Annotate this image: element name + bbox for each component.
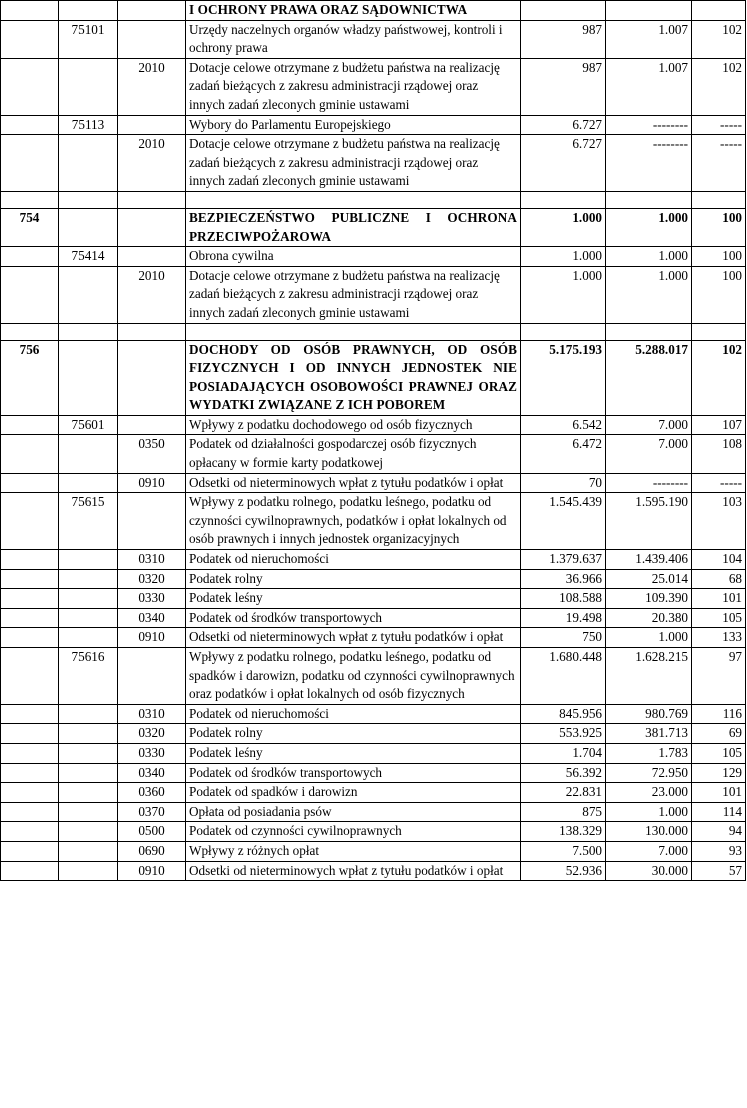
cell-description: Dotacje celowe otrzymane z budżetu państwa na realizację zadań bieżących z zakresu administracji rządowej oraz innych zadań zleconych gminie ustawami [186, 135, 521, 192]
cell-paragraf [118, 247, 186, 267]
cell-dzial [1, 493, 59, 550]
table-row [1, 841, 746, 861]
cell-amount-1: 987 [521, 20, 606, 58]
cell-dzial [1, 648, 59, 705]
cell-description: Odsetki od nieterminowych wpłat z tytułu podatków i opłat [186, 628, 521, 648]
cell-paragraf: 0330 [118, 589, 186, 609]
cell-rozdzial [59, 783, 118, 803]
table-row [1, 802, 746, 822]
cell-paragraf [118, 208, 186, 246]
cell-rozdzial [59, 435, 118, 473]
cell-description: Podatek od środków transportowych [186, 763, 521, 783]
cell-percent: 116 [692, 704, 746, 724]
cell-rozdzial: 75615 [59, 493, 118, 550]
cell-amount-2: 1.000 [606, 208, 692, 246]
cell-amount-1: 1.000 [521, 247, 606, 267]
cell-amount-2: 980.769 [606, 704, 692, 724]
cell-dzial [1, 841, 59, 861]
cell-paragraf: 2010 [118, 58, 186, 115]
cell-dzial [1, 783, 59, 803]
cell-dzial [1, 115, 59, 135]
cell-dzial [1, 822, 59, 842]
cell-amount-1: 7.500 [521, 841, 606, 861]
cell-rozdzial [59, 208, 118, 246]
cell-paragraf [118, 415, 186, 435]
cell-percent: ----- [692, 135, 746, 192]
cell-amount-2: 23.000 [606, 783, 692, 803]
cell-percent: 107 [692, 415, 746, 435]
table-body [1, 1, 746, 881]
cell-amount-1: 1.000 [521, 208, 606, 246]
cell-dzial [1, 415, 59, 435]
cell-rozdzial [59, 569, 118, 589]
cell-dzial: 756 [1, 340, 59, 415]
cell-amount-2 [606, 1, 692, 21]
cell-dzial [1, 191, 59, 208]
cell-amount-1: 138.329 [521, 822, 606, 842]
cell-percent: 68 [692, 569, 746, 589]
cell-percent: 102 [692, 340, 746, 415]
cell-paragraf [118, 1, 186, 21]
table-row [1, 783, 746, 803]
cell-rozdzial [59, 628, 118, 648]
cell-dzial [1, 1, 59, 21]
cell-rozdzial [59, 191, 118, 208]
cell-amount-1: 22.831 [521, 783, 606, 803]
cell-amount-2: 1.000 [606, 802, 692, 822]
cell-rozdzial [59, 550, 118, 570]
cell-dzial [1, 763, 59, 783]
cell-amount-1: 52.936 [521, 861, 606, 881]
cell-description: Podatek leśny [186, 589, 521, 609]
table-row [1, 266, 746, 323]
cell-amount-1: 553.925 [521, 724, 606, 744]
table-row [1, 473, 746, 493]
cell-amount-2: 7.000 [606, 435, 692, 473]
cell-percent: 100 [692, 266, 746, 323]
cell-paragraf: 0910 [118, 628, 186, 648]
cell-rozdzial [59, 704, 118, 724]
cell-percent: 100 [692, 247, 746, 267]
cell-paragraf: 0330 [118, 743, 186, 763]
cell-dzial [1, 569, 59, 589]
cell-percent: 105 [692, 743, 746, 763]
cell-percent [692, 191, 746, 208]
cell-paragraf [118, 191, 186, 208]
table-row [1, 550, 746, 570]
cell-rozdzial [59, 135, 118, 192]
cell-paragraf: 0310 [118, 550, 186, 570]
cell-description: Podatek od nieruchomości [186, 550, 521, 570]
cell-amount-1: 108.588 [521, 589, 606, 609]
cell-description: Podatek rolny [186, 724, 521, 744]
cell-paragraf [118, 340, 186, 415]
cell-amount-2: -------- [606, 135, 692, 192]
cell-description: Wybory do Parlamentu Europejskiego [186, 115, 521, 135]
cell-amount-2: 1.000 [606, 628, 692, 648]
cell-rozdzial [59, 608, 118, 628]
cell-rozdzial [59, 340, 118, 415]
cell-description: I OCHRONY PRAWA ORAZ SĄDOWNICTWA [186, 1, 521, 21]
cell-dzial [1, 473, 59, 493]
cell-description: Podatek od spadków i darowizn [186, 783, 521, 803]
cell-percent: ----- [692, 473, 746, 493]
cell-dzial [1, 20, 59, 58]
cell-percent: ----- [692, 115, 746, 135]
cell-description: Odsetki od nieterminowych wpłat z tytułu podatków i opłat [186, 473, 521, 493]
cell-dzial [1, 861, 59, 881]
cell-rozdzial [59, 861, 118, 881]
cell-amount-1 [521, 323, 606, 340]
cell-amount-1: 5.175.193 [521, 340, 606, 415]
cell-rozdzial [59, 822, 118, 842]
table-row [1, 115, 746, 135]
cell-paragraf: 0360 [118, 783, 186, 803]
table-row [1, 493, 746, 550]
cell-amount-1: 750 [521, 628, 606, 648]
cell-percent: 93 [692, 841, 746, 861]
cell-amount-1: 1.545.439 [521, 493, 606, 550]
cell-percent: 69 [692, 724, 746, 744]
table-row [1, 58, 746, 115]
cell-paragraf: 0320 [118, 724, 186, 744]
cell-rozdzial [59, 763, 118, 783]
cell-dzial [1, 58, 59, 115]
cell-rozdzial [59, 58, 118, 115]
cell-paragraf: 0340 [118, 608, 186, 628]
cell-description: Wpływy z podatku rolnego, podatku leśnego, podatku od czynności cywilnoprawnych, podatków i opłat lokalnych od osób prawnych i innych jednostek organizacyjnych [186, 493, 521, 550]
cell-rozdzial: 75601 [59, 415, 118, 435]
cell-amount-1: 19.498 [521, 608, 606, 628]
cell-amount-2 [606, 323, 692, 340]
cell-amount-2 [606, 191, 692, 208]
cell-description: Podatek od działalności gospodarczej osób fizycznych opłacany w formie karty podatkowej [186, 435, 521, 473]
cell-amount-1: 36.966 [521, 569, 606, 589]
cell-description: Dotacje celowe otrzymane z budżetu państwa na realizację zadań bieżących z zakresu administracji rządowej oraz innych zadań zleconych gminie ustawami [186, 266, 521, 323]
cell-rozdzial [59, 589, 118, 609]
cell-amount-2: -------- [606, 473, 692, 493]
table-row [1, 608, 746, 628]
cell-amount-1: 1.379.637 [521, 550, 606, 570]
cell-percent: 133 [692, 628, 746, 648]
cell-percent: 101 [692, 783, 746, 803]
table-row [1, 569, 746, 589]
table-row [1, 648, 746, 705]
table-row [1, 628, 746, 648]
cell-description: Dotacje celowe otrzymane z budżetu państwa na realizację zadań bieżących z zakresu administracji rządowej oraz innych zadań zleconych gminie ustawami [186, 58, 521, 115]
cell-description: Podatek od środków transportowych [186, 608, 521, 628]
table-row [1, 763, 746, 783]
cell-percent: 102 [692, 58, 746, 115]
table-row [1, 1, 746, 21]
spacer-row [1, 191, 746, 208]
cell-dzial [1, 802, 59, 822]
cell-paragraf [118, 493, 186, 550]
cell-percent [692, 323, 746, 340]
cell-paragraf [118, 115, 186, 135]
cell-rozdzial: 75414 [59, 247, 118, 267]
cell-percent: 104 [692, 550, 746, 570]
cell-rozdzial [59, 473, 118, 493]
cell-rozdzial: 75616 [59, 648, 118, 705]
cell-amount-2: 1.628.215 [606, 648, 692, 705]
cell-description [186, 191, 521, 208]
table-row [1, 247, 746, 267]
cell-dzial [1, 608, 59, 628]
cell-rozdzial: 75101 [59, 20, 118, 58]
cell-rozdzial: 75113 [59, 115, 118, 135]
cell-rozdzial [59, 323, 118, 340]
cell-amount-1: 1.680.448 [521, 648, 606, 705]
cell-percent: 101 [692, 589, 746, 609]
cell-amount-1 [521, 191, 606, 208]
cell-percent: 129 [692, 763, 746, 783]
cell-amount-1: 70 [521, 473, 606, 493]
table-row [1, 340, 746, 415]
cell-description: DOCHODY OD OSÓB PRAWNYCH, OD OSÓB FIZYCZNYCH I OD INNYCH JEDNOSTEK NIE POSIADAJĄCYCH OSOBOWOŚCI PRAWNEJ ORAZ WYDATKI ZWIĄZANE Z ICH POBOREM [186, 340, 521, 415]
cell-description: Podatek od nieruchomości [186, 704, 521, 724]
cell-dzial [1, 704, 59, 724]
cell-description: Wpływy z podatku dochodowego od osób fizycznych [186, 415, 521, 435]
cell-percent: 57 [692, 861, 746, 881]
cell-description: Odsetki od nieterminowych wpłat z tytułu podatków i opłat [186, 861, 521, 881]
cell-paragraf: 0310 [118, 704, 186, 724]
cell-amount-2: 25.014 [606, 569, 692, 589]
cell-amount-2: 1.007 [606, 20, 692, 58]
cell-amount-1: 6.472 [521, 435, 606, 473]
cell-description: Podatek od czynności cywilnoprawnych [186, 822, 521, 842]
cell-percent: 108 [692, 435, 746, 473]
cell-amount-2: 381.713 [606, 724, 692, 744]
cell-dzial [1, 628, 59, 648]
cell-dzial [1, 323, 59, 340]
table-row [1, 435, 746, 473]
cell-paragraf: 0910 [118, 473, 186, 493]
table-row [1, 208, 746, 246]
cell-amount-2: 20.380 [606, 608, 692, 628]
cell-amount-1: 1.704 [521, 743, 606, 763]
cell-paragraf [118, 20, 186, 58]
table-row [1, 589, 746, 609]
cell-paragraf: 0320 [118, 569, 186, 589]
table-row [1, 724, 746, 744]
cell-percent: 94 [692, 822, 746, 842]
cell-percent: 114 [692, 802, 746, 822]
cell-description: Obrona cywilna [186, 247, 521, 267]
cell-amount-1: 987 [521, 58, 606, 115]
cell-amount-1 [521, 1, 606, 21]
cell-amount-2: 1.439.406 [606, 550, 692, 570]
cell-percent [692, 1, 746, 21]
cell-amount-2: -------- [606, 115, 692, 135]
cell-description: Wpływy z różnych opłat [186, 841, 521, 861]
table-row [1, 415, 746, 435]
cell-amount-1: 845.956 [521, 704, 606, 724]
cell-amount-2: 7.000 [606, 415, 692, 435]
cell-amount-2: 1.000 [606, 266, 692, 323]
cell-dzial [1, 550, 59, 570]
cell-percent: 103 [692, 493, 746, 550]
cell-rozdzial [59, 266, 118, 323]
cell-rozdzial [59, 743, 118, 763]
cell-paragraf: 2010 [118, 135, 186, 192]
table-row [1, 135, 746, 192]
cell-amount-2: 1.783 [606, 743, 692, 763]
cell-amount-1: 1.000 [521, 266, 606, 323]
cell-description [186, 323, 521, 340]
cell-rozdzial [59, 841, 118, 861]
cell-amount-2: 1.007 [606, 58, 692, 115]
cell-description: Wpływy z podatku rolnego, podatku leśnego, podatku od spadków i darowizn, podatku od czynności cywilnoprawnych oraz podatków i opłat lokalnych od osób fizycznych [186, 648, 521, 705]
spacer-row [1, 323, 746, 340]
cell-paragraf [118, 648, 186, 705]
cell-paragraf: 2010 [118, 266, 186, 323]
cell-dzial [1, 743, 59, 763]
cell-amount-1: 6.542 [521, 415, 606, 435]
cell-amount-2: 1.000 [606, 247, 692, 267]
table-row [1, 704, 746, 724]
cell-dzial [1, 135, 59, 192]
cell-paragraf [118, 323, 186, 340]
cell-percent: 100 [692, 208, 746, 246]
table-row [1, 20, 746, 58]
cell-paragraf: 0910 [118, 861, 186, 881]
cell-amount-2: 5.288.017 [606, 340, 692, 415]
cell-amount-1: 6.727 [521, 135, 606, 192]
cell-paragraf: 0690 [118, 841, 186, 861]
cell-description: Urzędy naczelnych organów władzy państwowej, kontroli i ochrony prawa [186, 20, 521, 58]
cell-dzial [1, 724, 59, 744]
table-row [1, 861, 746, 881]
cell-dzial [1, 435, 59, 473]
cell-amount-2: 30.000 [606, 861, 692, 881]
cell-rozdzial [59, 724, 118, 744]
cell-paragraf: 0350 [118, 435, 186, 473]
cell-amount-2: 72.950 [606, 763, 692, 783]
cell-description: Opłata od posiadania psów [186, 802, 521, 822]
cell-dzial [1, 589, 59, 609]
cell-dzial: 754 [1, 208, 59, 246]
cell-percent: 102 [692, 20, 746, 58]
cell-amount-1: 56.392 [521, 763, 606, 783]
cell-amount-2: 109.390 [606, 589, 692, 609]
cell-paragraf: 0370 [118, 802, 186, 822]
cell-amount-2: 130.000 [606, 822, 692, 842]
cell-description: Podatek leśny [186, 743, 521, 763]
cell-amount-1: 875 [521, 802, 606, 822]
table-row [1, 743, 746, 763]
cell-amount-2: 7.000 [606, 841, 692, 861]
cell-rozdzial [59, 802, 118, 822]
cell-dzial [1, 247, 59, 267]
cell-amount-2: 1.595.190 [606, 493, 692, 550]
cell-paragraf: 0500 [118, 822, 186, 842]
cell-percent: 97 [692, 648, 746, 705]
cell-description: BEZPIECZEŃSTWO PUBLICZNE I OCHRONA PRZECIWPOŻAROWA [186, 208, 521, 246]
table-row [1, 822, 746, 842]
cell-description: Podatek rolny [186, 569, 521, 589]
cell-rozdzial [59, 1, 118, 21]
cell-amount-1: 6.727 [521, 115, 606, 135]
cell-dzial [1, 266, 59, 323]
cell-percent: 105 [692, 608, 746, 628]
cell-paragraf: 0340 [118, 763, 186, 783]
